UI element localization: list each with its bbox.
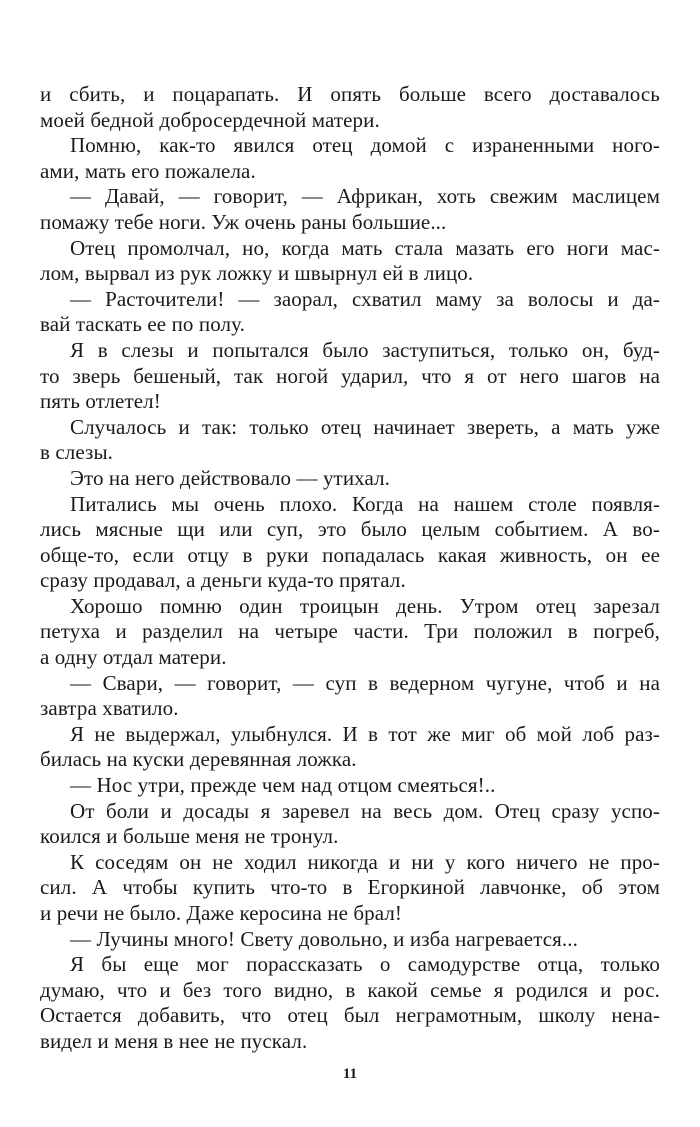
text-line: в слезы. [40,440,113,465]
text-line: то зверь бешеный, так ногой ударил, что я от него шагов на [40,363,660,388]
text-line: моей бедной добросердечной матери. [40,107,380,132]
text-line: Я бы еще мог порассказать о самодурстве отца, только [70,952,660,977]
text-line: Это на него действовало — утихал. [70,465,391,490]
text-line: видел и меня в нее не пускал. [40,1028,308,1053]
text-line: и сбить, и поцарапать. И опять больше всего доставалось [40,82,660,106]
text-line: Питались мы очень плохо. Когда на нашем столе появля- [70,491,660,516]
text-line: — Давай, — говорит, — Африкан, хоть свежим маслицем [70,184,660,209]
text-line: Случалось и так: только отец начинает звереть, а мать уже [70,414,660,439]
text-line: а одну отдал матери. [40,645,227,670]
text-line: сил. А чтобы купить что-то в Егоркиной лавчонке, об этом [40,875,660,900]
text-line: — Свари, — говорит, — суп в ведерном чугуне, чтоб и на [70,670,660,695]
text-line: завтра хватило. [40,696,179,721]
text-line: лом, вырвал из рук ложку и швырнул ей в лицо. [40,261,474,286]
text-line: пять отлетел! [40,389,161,414]
text-line: думаю, что и без того видно, в какой семье я родился и рос. [40,977,660,1002]
text-line: От боли и досады я заревел на весь дом. Отец сразу успо- [70,798,660,823]
page-number: 11 [342,1066,358,1082]
text-line: петуха и разделил на четыре части. Три положил в погреб, [40,619,660,644]
text-line: ами, мать его пожалела. [40,158,256,183]
text-line: Я в слезы и попытался было заступиться, только он, буд- [70,337,660,362]
text-line: — Нос утри, прежде чем над отцом смеяться!.. [70,773,496,798]
page-body [40,82,660,1055]
text-line: обще-то, если отцу в руки попадалась какая живность, он ее [40,542,660,567]
text-line: коился и больше меня не тронул. [40,824,339,849]
text-line: лись мясные щи или суп, это было целым событием. А во- [40,517,660,542]
text-line: и речи не было. Даже керосина не брал! [40,901,403,925]
text-line: Хорошо помню один троицын день. Утром отец зарезал [70,593,660,618]
text-line: вай таскать ее по полу. [40,312,245,337]
text-line: — Расточители! — заорал, схватил маму за волосы и да- [70,286,660,311]
text-line: Отец промолчал, но, когда мать стала мазать его ноги мас- [70,235,660,260]
text-line: билась на куски деревянная ложка. [40,747,357,772]
text-line: сразу продавал, а деньги куда-то прятал. [40,568,406,593]
text-line: — Лучины много! Свету довольно, и изба нагревается... [70,926,578,951]
text-line: помажу тебе ноги. Уж очень раны большие... [40,209,447,234]
text-line: К соседям он не ходил никогда и ни у кого ничего не про- [70,849,660,874]
text-line: Остается добавить, что отец был неграмотным, школу нена- [40,1003,660,1028]
text-line: Помню, как-то явился отец домой с израненными ного- [70,133,660,158]
text-line: Я не выдержал, улыбнулся. И в тот же миг об мой лоб раз- [70,721,660,746]
